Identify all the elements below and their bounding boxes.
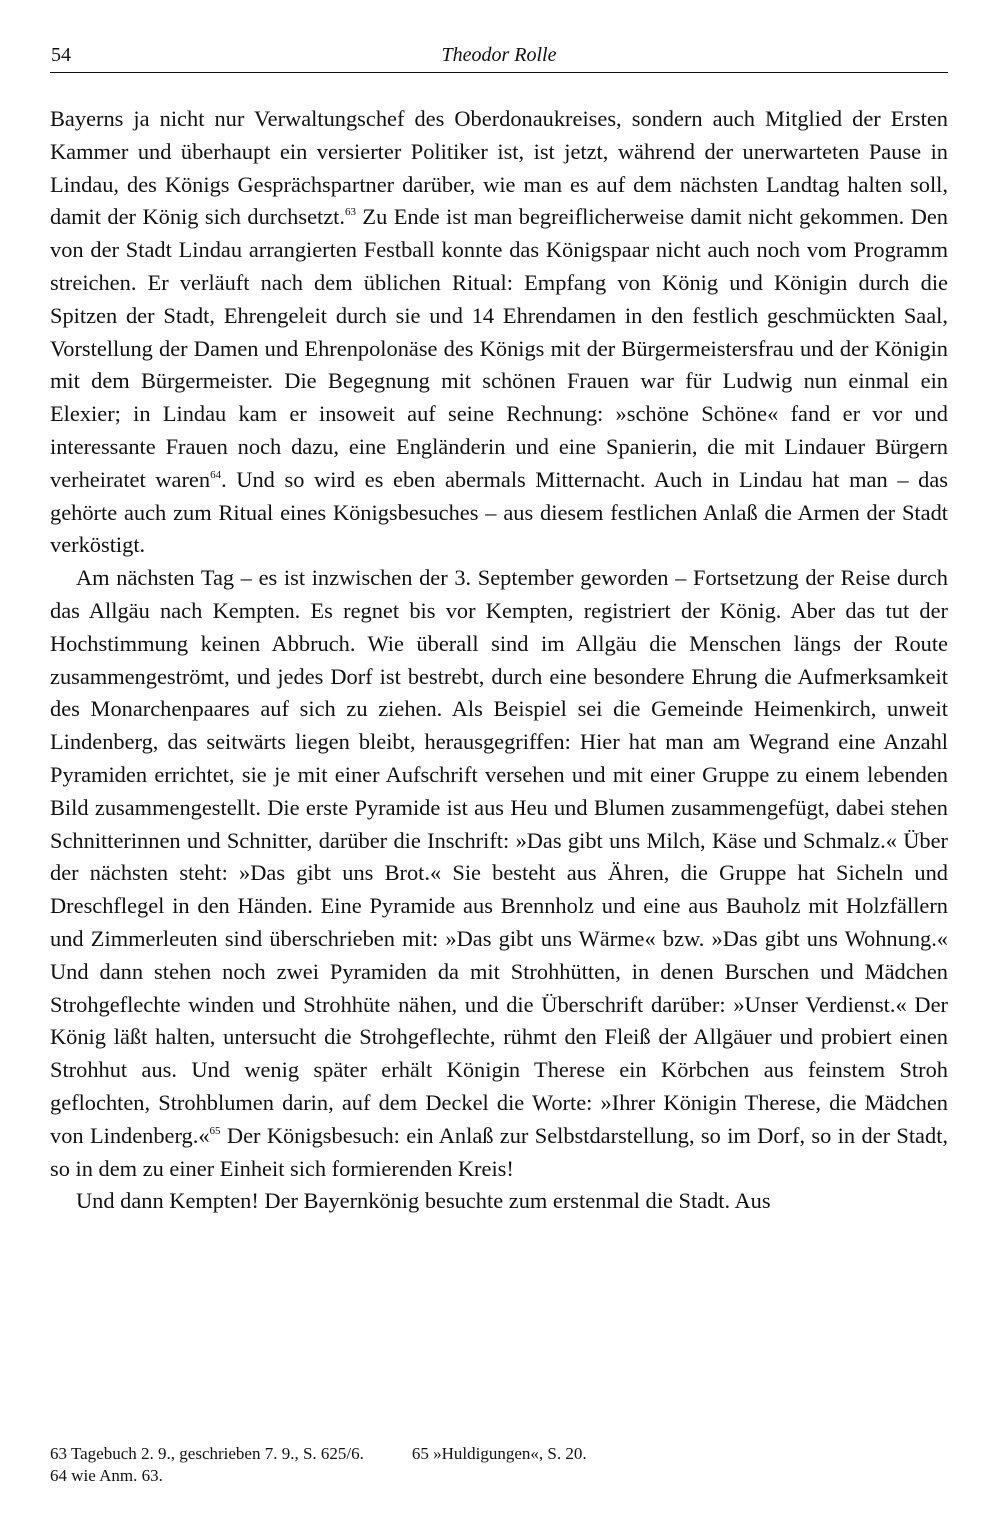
footnote: 63 Tagebuch 2. 9., geschrieben 7. 9., S. 625/6. (50, 1444, 364, 1463)
page-header (50, 38, 948, 73)
paragraph: Und dann Kempten! Der Bayernkönig besuchte zum erstenmal die Stadt. Aus (76, 1188, 771, 1214)
footnote: 65 »Huldigungen«, S. 20. (411, 1444, 587, 1463)
footnote-ref[interactable]: 65 (209, 1124, 221, 1137)
paragraph: Am nächsten Tag – es ist inzwischen der 3. September geworden – Fortsetzung der Reise durch das Allgäu nach Kempten. Es regnet bis vor Kempten, registriert der König. Aber das tut der Hochstimmung keinen Abbruch. Wie überall sind im Allgäu die Menschen längs der Route zusammengeströmt, und jedes Dorf ist bestrebt, durch eine besondere Ehrung die Aufmerksamkeit des Monarchenpaares auf sich zu ziehen. Als Beispiel sei die Gemeinde Heimenkirch, unweit Lindenberg, das seitwärts liegen bleibt, herausgegriffen: Hier hat man am Wegrand eine Anzahl Pyramiden errichtet, sie je mit einer Aufschrift versehen und mit einer Gruppe zu einem lebenden Bild zusammengestellt. Die erste Pyramide ist aus Heu und Blumen zusammengefügt, dabei stehen Schnitterinnen und Schnitter, darüber die Inschrift: »Das gibt uns Milch, Käse und Schmalz.« Über der nächsten steht: »Das gibt uns Brot.« Sie besteht aus Ähren, die Gruppe hat Sicheln und Dreschflegel in den Händen. Eine Pyramide aus Brennholz und eine aus Bauholz mit Holzfällern und Zimmerleuten sind überschrieben mit: »Das gibt uns Wärme« bzw. »Das gibt uns Wohnung.« Und dann stehen noch zwei Pyramiden da mit Strohhütten, in denen Burschen und Mädchen Strohgeflechte winden und Strohhüte nähen, und die Überschrift darüber: »Unser Verdienst.« Der König läßt halten, untersucht die Strohgeflechte, rühmt den Fleiß der Allgäuer und probiert einen Strohhut aus. Und wenig später erhält Königin Therese ein Körbchen aus feinstem Stroh geflochten, Strohblumen darin, auf dem Deckel die Worte: »Ihrer Königin Therese, die Mädchen von Lindenberg.«$^{65}$ Der Königsbesuch: ein Anlaß zur Selbstdarstellung, so im Dorf, so in der Stadt, so in dem zu einer Einheit sich formierenden Kreis! (50, 565, 949, 1181)
running-head: Theodor Rolle (441, 44, 557, 66)
footnote: 64 wie Anm. 63. (50, 1466, 163, 1485)
footnotes (50, 1443, 948, 1487)
footnote-ref[interactable]: 63 (344, 206, 356, 219)
page-number: 54 (51, 44, 71, 66)
paragraph: Bayerns ja nicht nur Verwaltungschef des Oberdonaukreises, sondern auch Mitglied der Ersten Kammer und überhaupt ein versierter Politiker ist, ist jetzt, während der unerwarteten Pause in Lindau, des Königs Gesprächspartner darüber, wie man es auf dem nächsten Landtag halten soll, damit der König sich durchsetzt.$^{63}$ Zu Ende ist man begreiflicherweise damit nicht gekommen. Den von der Stadt Lindau arrangierten Festball konnte das Königspaar nicht auch noch vom Programm streichen. Er verläuft nach dem üblichen Ritual: Empfang von König und Königin durch die Spitzen der Stadt, Ehrengeleit durch sie und 14 Ehrendamen in den festlich geschmückten Saal, Vorstellung der Damen und Ehrenpolonäse des Königs mit der Bürgermeistersfrau und der Königin mit dem Bürgermeister. Die Begegnung mit schönen Frauen war für Ludwig nun einmal ein Elexier; in Lindau kam er insoweit auf seine Rechnung: »schöne Schöne« fand er vor und interessante Frauen noch dazu, eine Engländerin und eine Spanierin, die mit Lindauer Bürgern verheiratet waren$^{64}$. Und so wird es eben abermals Mitternacht. Auch in Lindau hat man – das gehörte auch zum Ritual eines Königsbesuches – aus diesem festlichen Anlaß die Armen der Stadt verköstigt. (50, 106, 948, 558)
body-text (50, 103, 948, 1218)
footnote-ref[interactable]: 64 (210, 468, 222, 481)
